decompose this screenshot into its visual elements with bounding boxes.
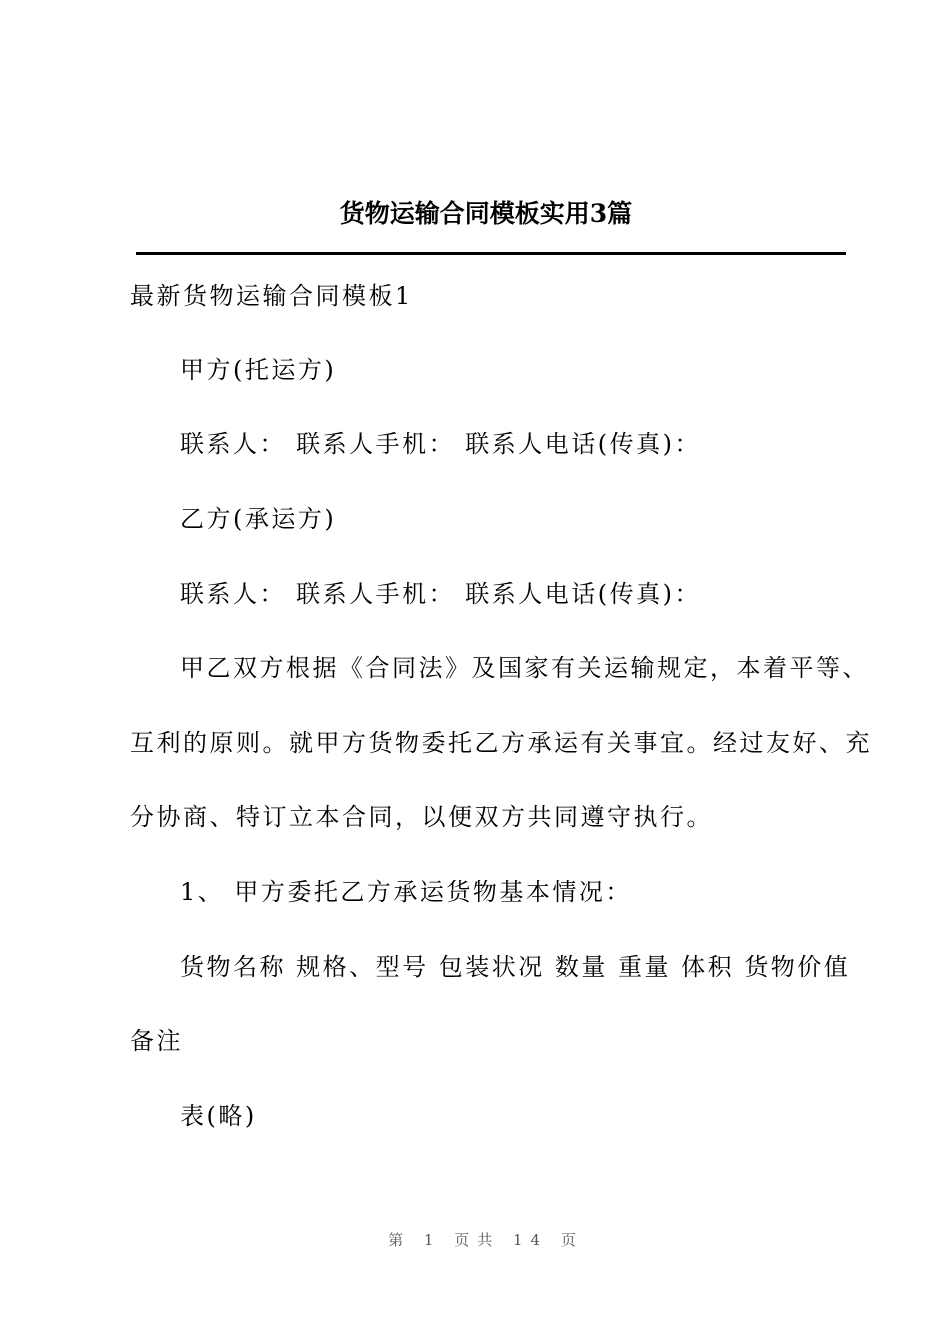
paragraph-line: 甲乙双方根据《合同法》及国家有关运输规定，本着平等、: [180, 654, 869, 682]
paragraph-line: 互利的原则。就甲方货物委托乙方承运有关事宜。经过友好、充: [130, 729, 872, 757]
clause-1-line: 1、 甲方委托乙方承运货物基本情况：: [180, 878, 632, 906]
page-number-footer: 第 1 页共 14 页: [388, 1231, 584, 1249]
paragraph-line: 分协商、特订立本合同，以便双方共同遵守执行。: [130, 803, 713, 831]
party-b-contact-line: 联系人： 联系人手机： 联系人电话(传真)：: [180, 580, 701, 608]
document-title: 货物运输合同模板实用3篇: [339, 199, 633, 228]
goods-columns-line: 货物名称 规格、型号 包装状况 数量 重量 体积 货物价值: [180, 953, 851, 981]
section-heading: 最新货物运输合同模板1: [130, 282, 413, 310]
party-a-line: 甲方(托运方): [180, 356, 337, 384]
title-underline: [136, 252, 846, 255]
party-b-line: 乙方(承运方): [180, 505, 337, 533]
party-a-contact-line: 联系人： 联系人手机： 联系人电话(传真)：: [180, 430, 701, 458]
table-omitted-line: 表(略): [180, 1102, 257, 1130]
goods-columns-line-cont: 备注: [130, 1027, 183, 1055]
